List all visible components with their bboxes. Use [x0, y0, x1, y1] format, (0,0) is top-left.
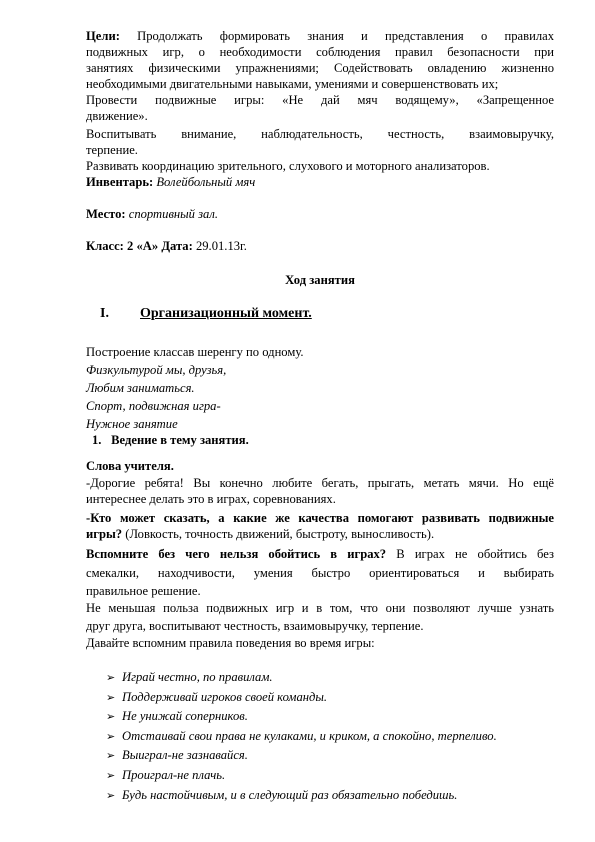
rule-text: Поддерживай игроков своей команды. [122, 689, 328, 704]
list-item [106, 668, 566, 688]
inventory-value: Волейбольный мяч [156, 175, 256, 189]
goals-line-7: Воспитывать внимание, наблюдательность, честность, взаимовыручку, [86, 127, 554, 141]
list-item [106, 727, 566, 747]
place-label: Место: [86, 207, 126, 221]
lesson-heading: Ход занятия [285, 273, 355, 287]
teacher-p1-line-2: интереснее делать это в играх, соревнованиях. [86, 492, 336, 506]
arrow-bullet-icon: ➢ [106, 769, 116, 782]
goals-line-1 [86, 28, 554, 44]
arrow-bullet-icon: ➢ [106, 672, 116, 684]
class-date-line [86, 238, 554, 254]
goals-line-8: терпение. [86, 143, 138, 157]
rule-text: Играй честно, по правилам. [122, 670, 273, 684]
class-label: Класс: [86, 239, 124, 253]
rule-text: Будь настойчивым, и в следующий раз обязательно победишь. [122, 787, 458, 802]
place-line [86, 206, 554, 222]
rule-text: Не унижай соперников. [122, 709, 248, 724]
teacher-p5: Давайте вспомним правила поведения во время игры: [86, 636, 375, 650]
teacher-p3-line-3: правильное решение. [86, 584, 201, 598]
teacher-p4-line-2: друг друга, воспитывают честность, взаимовыручку, терпение. [86, 619, 424, 633]
arrow-bullet-icon: ➢ [106, 711, 116, 724]
teacher-p2-answer: (Ловкость, точность движений, быстроту, выносливость). [122, 527, 435, 541]
poem-line-3: Спорт, подвижная игра- [86, 399, 221, 413]
inventory-line [86, 174, 554, 190]
goals-line-9: Развивать координацию зрительного, слухового и моторного анализаторов. [86, 159, 490, 173]
arrow-bullet-icon: ➢ [106, 691, 116, 704]
date-value: 29.01.13г. [195, 239, 247, 253]
inventory-label: Инвентарь: [86, 175, 154, 189]
goals-text-1: Продолжать формировать знания и представления о правилах [119, 29, 554, 43]
arrow-bullet-icon: ➢ [106, 730, 116, 743]
teacher-p3-line-1 [86, 546, 554, 562]
teacher-p2-question: игры? [86, 527, 123, 541]
rule-text: Проиграл-не плачь. [122, 767, 226, 782]
class-value: 2 «А» [127, 239, 159, 253]
poem-line-1: Физкультурой мы, друзья, [86, 363, 227, 377]
rule-text: Выиграл-не зазнавайся. [122, 748, 248, 763]
arrow-bullet-icon: ➢ [106, 789, 116, 802]
goals-line-5: Провести подвижные игры: «Не дай мяч водящему», «Запрещенное [86, 93, 554, 107]
goals-line-4: необходимыми двигательными навыками, умениями и совершенствовать их; [86, 77, 499, 91]
rules-list [106, 668, 566, 805]
teacher-p1-line-1: -Дорогие ребята! Вы конечно любите бегать, прыгать, метать мячи. Но ещё [86, 476, 554, 490]
teacher-p3-question: Вспомните без чего нельзя обойтись в играх? [86, 547, 387, 561]
section-heading [100, 306, 312, 322]
subsection-number: 1. [92, 433, 102, 447]
goals-line-6: движение». [86, 109, 148, 123]
goals-line-2: подвижных игр, о необходимости соблюдения правил безопасности при [86, 45, 554, 59]
list-item [106, 786, 566, 806]
formation-line: Построение классав шеренгу по одному. [86, 345, 304, 359]
teacher-heading: Слова учителя. [86, 459, 174, 473]
poem-line-4: Нужное занятие [86, 417, 178, 431]
subsection-heading [92, 432, 560, 448]
teacher-p3-line-2: смекалки, находчивости, умения быстро ориентироваться и выбирать [86, 566, 554, 580]
teacher-p2-line-1: -Кто может сказать, а какие же качества помогают развивать подвижные [86, 511, 554, 525]
list-item [106, 707, 566, 727]
teacher-p4-line-1: Не меньшая польза подвижных игр и в том, что они позволяют лучше узнать [86, 601, 554, 615]
goals-line-3: занятиях физическими упражнениями; Содействовать овладению жизненно [86, 61, 554, 75]
subsection-title: Ведение в тему занятия. [111, 433, 249, 447]
place-value: спортивный зал. [128, 207, 218, 221]
list-item [106, 746, 566, 766]
date-label: Дата: [161, 239, 193, 253]
rule-text: Отстаивай свои права не кулаками, и криком, а спокойно, терпеливо. [122, 728, 497, 743]
list-item [106, 766, 566, 786]
teacher-p2-line-2 [86, 526, 554, 542]
arrow-bullet-icon: ➢ [106, 750, 116, 763]
section-number: I. [100, 306, 109, 321]
teacher-p3-rest: В играх не обойтись без [386, 547, 554, 561]
section-title: Организационный момент. [140, 306, 312, 321]
goals-label: Цели: [86, 29, 120, 43]
poem-line-2: Любим заниматься. [86, 381, 195, 395]
list-item [106, 688, 566, 708]
